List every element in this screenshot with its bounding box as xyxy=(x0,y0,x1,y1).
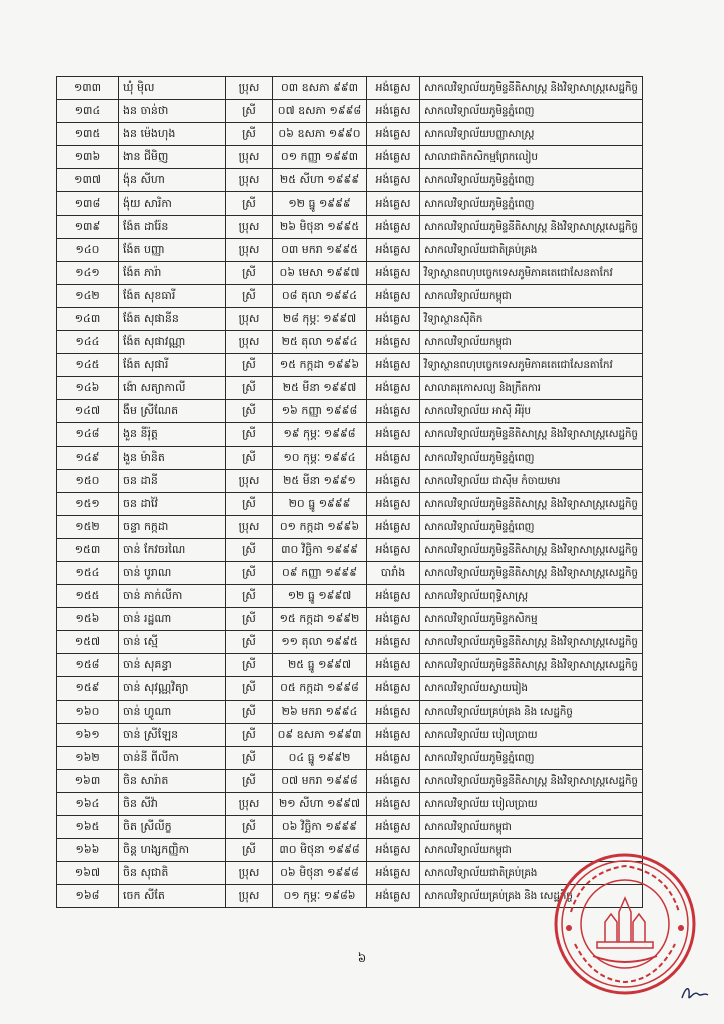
cell-number: ១៣៩ xyxy=(57,215,119,238)
cell-gender: ស្រី xyxy=(226,261,273,284)
cell-number: ១៤៤ xyxy=(57,331,119,354)
table-row xyxy=(57,331,643,354)
cell-language: អង់គ្លេស xyxy=(367,469,420,492)
cell-gender: ប្រុស xyxy=(226,238,273,261)
cell-language: អង់គ្លេស xyxy=(367,492,420,515)
table-row xyxy=(57,492,643,515)
cell-language: អង់គ្លេស xyxy=(367,261,420,284)
cell-name: ចិន្ត ហង្សកញ្ញិកា xyxy=(119,839,226,862)
cell-university: សាកលវិទ្យាល័យ ជាស៊ីម កំចាយមារ xyxy=(420,469,643,492)
cell-university: សាកលវិទ្យាល័យ អាស៊ី អឺរ៉ុប xyxy=(420,400,643,423)
official-seal-icon xyxy=(553,852,697,996)
cell-language: អង់គ្លេស xyxy=(367,631,420,654)
cell-name: ងាន ជីមិញ xyxy=(119,146,226,169)
cell-university: សាកលវិទ្យាល័យគ្រប់គ្រង និង សេដ្ឋកិច្ច xyxy=(420,885,643,908)
cell-name: ង៉ែត សុខធារី xyxy=(119,284,226,307)
cell-university: សាកលវិទ្យាល័យកម្ពុជា xyxy=(420,816,643,839)
cell-name: ចិត ស្រីលីក្ខ xyxy=(119,816,226,839)
cell-language: អង់គ្លេស xyxy=(367,608,420,631)
cell-name: ងួន នីរ៉ុត្ត xyxy=(119,423,226,446)
cell-birthdate: ២៥ មីនា ១៩៩១ xyxy=(273,469,367,492)
cell-language: អង់គ្លេស xyxy=(367,862,420,885)
cell-gender: ស្រី xyxy=(226,585,273,608)
cell-language: អង់គ្លេស xyxy=(367,77,420,100)
cell-gender: ស្រី xyxy=(226,538,273,561)
cell-birthdate: ១១ តុលា ១៩៩៥ xyxy=(273,631,367,654)
cell-number: ១៣៣ xyxy=(57,77,119,100)
cell-language: អង់គ្លេស xyxy=(367,538,420,561)
cell-birthdate: ០៧ មករា ១៩៩៨ xyxy=(273,769,367,792)
cell-gender: ប្រុស xyxy=(226,792,273,815)
cell-birthdate: ១៩ កុម្ភៈ ១៩៩៨ xyxy=(273,423,367,446)
cell-gender: ប្រុស xyxy=(226,215,273,238)
table-row xyxy=(57,377,643,400)
cell-birthdate: ០១ កក្កដា ១៩៩៦ xyxy=(273,515,367,538)
cell-number: ១៤៣ xyxy=(57,307,119,330)
cell-birthdate: ២៥ សីហា ១៩៩៩ xyxy=(273,169,367,192)
cell-birthdate: ១២ ធ្នូ ១៩៩៩ xyxy=(273,192,367,215)
cell-number: ១៣៧ xyxy=(57,169,119,192)
cell-number: ១៥៤ xyxy=(57,561,119,584)
cell-number: ១៤៥ xyxy=(57,354,119,377)
cell-university: សាកលវិទ្យាល័យបញ្ញាសាស្ត្រ xyxy=(420,123,643,146)
cell-number: ១៣៤ xyxy=(57,100,119,123)
cell-gender: ស្រី xyxy=(226,700,273,723)
cell-gender: ស្រី xyxy=(226,100,273,123)
cell-birthdate: ២០ ធ្នូ ១៩៩៩ xyxy=(273,492,367,515)
cell-gender: ស្រី xyxy=(226,284,273,307)
table-row xyxy=(57,215,643,238)
cell-university: សាកលវិទ្យាល័យគ្រប់គ្រង និង សេដ្ឋកិច្ច xyxy=(420,700,643,723)
cell-language: អង់គ្លេស xyxy=(367,654,420,677)
cell-language: អង់គ្លេស xyxy=(367,723,420,746)
cell-language: អង់គ្លេស xyxy=(367,585,420,608)
cell-gender: ប្រុស xyxy=(226,307,273,330)
cell-university: សាលាជាតិកសិកម្មព្រែកលៀប xyxy=(420,146,643,169)
cell-number: ១៤៧ xyxy=(57,400,119,423)
cell-number: ១៥៨ xyxy=(57,654,119,677)
cell-language: អង់គ្លេស xyxy=(367,377,420,400)
cell-number: ១៣៥ xyxy=(57,123,119,146)
table-row xyxy=(57,354,643,377)
cell-language: អង់គ្លេស xyxy=(367,677,420,700)
cell-number: ១៤២ xyxy=(57,284,119,307)
cell-birthdate: ២៦ មិថុនា ១៩៩៥ xyxy=(273,215,367,238)
cell-name: ង៉ែត ភារ៉ា xyxy=(119,261,226,284)
cell-name: ចាន់ ហ្វូណា xyxy=(119,700,226,723)
cell-birthdate: ២៥ មីនា ១៩៩៧ xyxy=(273,377,367,400)
cell-name: ងន ម៉េងហុង xyxy=(119,123,226,146)
cell-birthdate: ១០ កុម្ភៈ ១៩៩៤ xyxy=(273,446,367,469)
cell-birthdate: ០៤ ធ្នូ ១៩៩២ xyxy=(273,746,367,769)
cell-university: សាកលវិទ្យាល័យពុទ្ធិសាស្ត្រ xyxy=(420,585,643,608)
table-row xyxy=(57,423,643,446)
table-row xyxy=(57,100,643,123)
cell-language: អង់គ្លេស xyxy=(367,215,420,238)
cell-language: អង់គ្លេស xyxy=(367,400,420,423)
cell-university: សាកលវិទ្យាល័យកម្ពុជា xyxy=(420,284,643,307)
cell-gender: ស្រី xyxy=(226,746,273,769)
cell-gender: ស្រី xyxy=(226,816,273,839)
table-row xyxy=(57,446,643,469)
cell-university: សាកលវិទ្យាល័យជាតិគ្រប់គ្រង xyxy=(420,238,643,261)
cell-language: អង់គ្លេស xyxy=(367,746,420,769)
cell-language: អង់គ្លេស xyxy=(367,792,420,815)
cell-name: ចាន់ ស្រីឡែន xyxy=(119,723,226,746)
cell-language: អង់គ្លេស xyxy=(367,354,420,377)
cell-number: ១៤០ xyxy=(57,238,119,261)
cell-gender: ប្រុស xyxy=(226,331,273,354)
cell-name: ចាន់នី ពីលីកា xyxy=(119,746,226,769)
cell-name: ចាន់ កែវចរណៃ xyxy=(119,538,226,561)
cell-name: ង៉ោ សត្យាកាលី xyxy=(119,377,226,400)
cell-university: វិទ្យាស្ថានស៊ីតិក xyxy=(420,307,643,330)
cell-name: ង៉ែត សុផារី xyxy=(119,354,226,377)
table-row xyxy=(57,538,643,561)
cell-university: សាលាគរុកោសល្យ និងក្រឹតការ xyxy=(420,377,643,400)
cell-university: សាកលវិទ្យាល័យភូមិន្ទភ្នំពេញ xyxy=(420,169,643,192)
cell-birthdate: ០៧ ឧសភា ១៩៩៨ xyxy=(273,100,367,123)
cell-number: ១៥៩ xyxy=(57,677,119,700)
table-row xyxy=(57,515,643,538)
cell-university: សាកលវិទ្យាល័យកម្ពុជា xyxy=(420,331,643,354)
cell-university: សាកលវិទ្យាល័យភូមិន្ទនីតិសាស្ត្រ និងវិទ្យាសាស្ត្រសេដ្ឋកិច្ច xyxy=(420,423,643,446)
cell-language: អង់គ្លេស xyxy=(367,284,420,307)
table-row xyxy=(57,123,643,146)
cell-gender: ស្រី xyxy=(226,769,273,792)
cell-number: ១៤៨ xyxy=(57,423,119,446)
cell-number: ១៥៣ xyxy=(57,538,119,561)
cell-university: សាកលវិទ្យាល័យ បៀលប្រាយ xyxy=(420,723,643,746)
cell-university: វិទ្យាស្ថានពហុបច្ចេកទេសភូមិភាគតេជោសែនតាកែវ xyxy=(420,261,643,284)
cell-gender: ស្រី xyxy=(226,423,273,446)
cell-gender: ប្រុស xyxy=(226,862,273,885)
cell-number: ១៥៦ xyxy=(57,608,119,631)
table-row xyxy=(57,631,643,654)
cell-number: ១៥២ xyxy=(57,515,119,538)
cell-language: អង់គ្លេស xyxy=(367,769,420,792)
cell-language: អង់គ្លេស xyxy=(367,331,420,354)
cell-name: ចន្ទា កក្កដា xyxy=(119,515,226,538)
cell-language: អង់គ្លេស xyxy=(367,839,420,862)
cell-number: ១៦៧ xyxy=(57,862,119,885)
cell-university: សាកលវិទ្យាល័យភូមិន្ទនីតិសាស្ត្រ និងវិទ្យាសាស្ត្រសេដ្ឋកិច្ច xyxy=(420,561,643,584)
table-row xyxy=(57,792,643,815)
table-row xyxy=(57,723,643,746)
cell-gender: ស្រី xyxy=(226,839,273,862)
cell-birthdate: ០៩ ឧសភា ១៩៩៣ xyxy=(273,723,367,746)
cell-number: ១៥១ xyxy=(57,492,119,515)
cell-gender: ស្រី xyxy=(226,192,273,215)
cell-university: សាកលវិទ្យាល័យភូមិន្ទភ្នំពេញ xyxy=(420,100,643,123)
cell-number: ១៦១ xyxy=(57,723,119,746)
table-row xyxy=(57,816,643,839)
cell-language: អង់គ្លេស xyxy=(367,100,420,123)
cell-birthdate: ០៣ ឧសភា ៩៩៣ xyxy=(273,77,367,100)
cell-gender: ប្រុស xyxy=(226,885,273,908)
cell-birthdate: ២៨ កុម្ភៈ ១៩៩៧ xyxy=(273,307,367,330)
cell-birthdate: ២៥ ធ្នូ ១៩៩៧ xyxy=(273,654,367,677)
cell-gender: ស្រី xyxy=(226,123,273,146)
cell-university: សាកលវិទ្យាល័យភូមិន្ទភ្នំពេញ xyxy=(420,746,643,769)
cell-birthdate: ០៥ កក្កដា ១៩៩៨ xyxy=(273,677,367,700)
cell-language: អង់គ្លេស xyxy=(367,146,420,169)
cell-language: អង់គ្លេស xyxy=(367,192,420,215)
cell-language: អង់គ្លេស xyxy=(367,169,420,192)
cell-gender: ប្រុស xyxy=(226,169,273,192)
cell-birthdate: ០៦ ឧសភា ១៩៩០ xyxy=(273,123,367,146)
roster-table xyxy=(56,76,643,908)
cell-gender: ស្រី xyxy=(226,723,273,746)
cell-university: សាកលវិទ្យាល័យភូមិន្ទនីតិសាស្ត្រ និងវិទ្យាសាស្ត្រសេដ្ឋកិច្ច xyxy=(420,492,643,515)
cell-language: អង់គ្លេស xyxy=(367,885,420,908)
cell-birthdate: ០៦ មេសា ១៩៩៧ xyxy=(273,261,367,284)
cell-language: អង់គ្លេស xyxy=(367,423,420,446)
cell-gender: ស្រី xyxy=(226,654,273,677)
cell-birthdate: ១៥ កក្កដា ១៩៩២ xyxy=(273,608,367,631)
cell-number: ១៦៣ xyxy=(57,769,119,792)
cell-name: ចិន សុជាតិ xyxy=(119,862,226,885)
cell-name: ងឹម ស្រីណែត xyxy=(119,400,226,423)
cell-name: ង៉ែត ដារ៉ែន xyxy=(119,215,226,238)
cell-birthdate: ១២ ធ្នូ ១៩៩៧ xyxy=(273,585,367,608)
cell-gender: ស្រី xyxy=(226,377,273,400)
cell-language: អង់គ្លេស xyxy=(367,238,420,261)
cell-number: ១៥៧ xyxy=(57,631,119,654)
cell-gender: ស្រី xyxy=(226,677,273,700)
cell-name: ចាន់ សុវណ្ណវិត្យា xyxy=(119,677,226,700)
cell-university: សាកលវិទ្យាល័យភូមិន្ទកសិកម្ម xyxy=(420,608,643,631)
table-row xyxy=(57,469,643,492)
table-row xyxy=(57,238,643,261)
cell-university: សាកលវិទ្យាល័យភូមិន្ទនីតិសាស្ត្រ និងវិទ្យាសាស្ត្រសេដ្ឋកិច្ច xyxy=(420,538,643,561)
cell-name: ចេក សីតែ xyxy=(119,885,226,908)
cell-gender: ស្រី xyxy=(226,631,273,654)
cell-number: ១៣៨ xyxy=(57,192,119,215)
page-number: ៦ xyxy=(357,951,367,965)
cell-birthdate: ០១ កញ្ញា ១៩៩៣ xyxy=(273,146,367,169)
cell-birthdate: ០៩ កញ្ញា ១៩៩៩ xyxy=(273,561,367,584)
cell-language: អង់គ្លេស xyxy=(367,515,420,538)
cell-number: ១៥០ xyxy=(57,469,119,492)
cell-birthdate: ០៦ វិច្ឆិកា ១៩៩៩ xyxy=(273,816,367,839)
cell-gender: ប្រុស xyxy=(226,146,273,169)
table-row xyxy=(57,77,643,100)
cell-number: ១៦៥ xyxy=(57,816,119,839)
table-row xyxy=(57,400,643,423)
table-row xyxy=(57,284,643,307)
table-row xyxy=(57,561,643,584)
cell-university: សាកលវិទ្យាល័យភូមិន្ទនីតិសាស្ត្រ និងវិទ្យាសាស្ត្រសេដ្ឋកិច្ច xyxy=(420,215,643,238)
table-row xyxy=(57,677,643,700)
cell-name: ចន ដានី xyxy=(119,469,226,492)
cell-number: ១៤៩ xyxy=(57,446,119,469)
cell-language: បារាំង xyxy=(367,561,420,584)
cell-name: ង៉ែត បញ្ញា xyxy=(119,238,226,261)
cell-number: ១៦០ xyxy=(57,700,119,723)
table-row xyxy=(57,608,643,631)
table-row xyxy=(57,307,643,330)
table-row xyxy=(57,192,643,215)
cell-number: ១៦៨ xyxy=(57,885,119,908)
cell-number: ១៥៥ xyxy=(57,585,119,608)
cell-university: សាកលវិទ្យាល័យកម្ពុជា xyxy=(420,839,643,862)
cell-name: ឃុំ ម៉ិល xyxy=(119,77,226,100)
cell-university: សាកលវិទ្យាល័យភូមិន្ទភ្នំពេញ xyxy=(420,192,643,215)
cell-gender: ស្រី xyxy=(226,492,273,515)
cell-birthdate: ២១ សីហា ១៩៩៧ xyxy=(273,792,367,815)
table-row xyxy=(57,654,643,677)
cell-number: ១៦៦ xyxy=(57,839,119,862)
cell-university: សាកលវិទ្យាល័យស្វាយរៀង xyxy=(420,677,643,700)
cell-number: ១៣៦ xyxy=(57,146,119,169)
cell-gender: ប្រុស xyxy=(226,515,273,538)
cell-number: ១៤១ xyxy=(57,261,119,284)
cell-name: ង៉ុន សីហា xyxy=(119,169,226,192)
cell-university: សាកលវិទ្យាល័យភូមិន្ទភ្នំពេញ xyxy=(420,446,643,469)
cell-birthdate: ០១ កុម្ភៈ ១៩៨៦ xyxy=(273,885,367,908)
cell-birthdate: ២៥ តុលា ១៩៩៤ xyxy=(273,331,367,354)
cell-name: ចាន់ សុគន្ធា xyxy=(119,654,226,677)
cell-gender: ស្រី xyxy=(226,400,273,423)
cell-birthdate: ០៣ មករា ១៩៩៥ xyxy=(273,238,367,261)
cell-gender: ប្រុស xyxy=(226,469,273,492)
cell-name: ចិន សារ៉ាត xyxy=(119,769,226,792)
cell-number: ១៦៤ xyxy=(57,792,119,815)
table-row xyxy=(57,746,643,769)
cell-name: ចាន់ រដ្ឋណា xyxy=(119,608,226,631)
cell-name: ចាន់ ភាក់លីកា xyxy=(119,585,226,608)
cell-birthdate: ២៦ មករា ១៩៩៤ xyxy=(273,700,367,723)
cell-language: អង់គ្លេស xyxy=(367,123,420,146)
cell-university: សាកលវិទ្យាល័យភូមិន្ទនីតិសាស្ត្រ និងវិទ្យាសាស្ត្រសេដ្ឋកិច្ច xyxy=(420,654,643,677)
cell-name: ចិន សីវ៉ា xyxy=(119,792,226,815)
cell-language: អង់គ្លេស xyxy=(367,307,420,330)
cell-university: សាកលវិទ្យាល័យជាតិគ្រប់គ្រង xyxy=(420,862,643,885)
cell-birthdate: ១៥ កក្កដា ១៩៩៦ xyxy=(273,354,367,377)
cell-birthdate: ៣០ វិច្ឆិកា ១៩៩៩ xyxy=(273,538,367,561)
cell-name: ងន ចាន់ថា xyxy=(119,100,226,123)
cell-birthdate: ០៦ មិថុនា ១៩៩៨ xyxy=(273,862,367,885)
cell-name: ងួន ម៉ានិត xyxy=(119,446,226,469)
cell-language: អង់គ្លេស xyxy=(367,446,420,469)
cell-name: ចាន់ ស្មើ xyxy=(119,631,226,654)
table-row xyxy=(57,169,643,192)
cell-gender: ស្រី xyxy=(226,608,273,631)
table-row xyxy=(57,700,643,723)
cell-gender: ប្រុស xyxy=(226,77,273,100)
cell-university: វិទ្យាស្ថានពហុបច្ចេកទេសភូមិភាគតេជោសែនតាកែវ xyxy=(420,354,643,377)
cell-gender: ស្រី xyxy=(226,354,273,377)
table-row xyxy=(57,261,643,284)
cell-gender: ស្រី xyxy=(226,561,273,584)
cell-university: សាកលវិទ្យាល័យភូមិន្ទភ្នំពេញ xyxy=(420,515,643,538)
table-row xyxy=(57,769,643,792)
cell-name: ចាន់ បូរាណ xyxy=(119,561,226,584)
cell-name: ង៉ែត សុផានីន xyxy=(119,307,226,330)
cell-name: ចន ដាវ៉ៃ xyxy=(119,492,226,515)
table-row xyxy=(57,585,643,608)
cell-number: ១៦២ xyxy=(57,746,119,769)
cell-language: អង់គ្លេស xyxy=(367,700,420,723)
table-row xyxy=(57,146,643,169)
cell-gender: ស្រី xyxy=(226,446,273,469)
cell-university: សាកលវិទ្យាល័យភូមិន្ទនីតិសាស្ត្រ និងវិទ្យាសាស្ត្រសេដ្ឋកិច្ច xyxy=(420,77,643,100)
cell-university: សាកលវិទ្យាល័យភូមិន្ទនីតិសាស្ត្រ និងវិទ្យាសាស្ត្រសេដ្ឋកិច្ច xyxy=(420,769,643,792)
cell-birthdate: ៣០ មិថុនា ១៩៩៨ xyxy=(273,839,367,862)
cell-birthdate: ០៨ តុលា ១៩៩៤ xyxy=(273,284,367,307)
cell-name: ង៉ុយ សារិកា xyxy=(119,192,226,215)
signature-icon xyxy=(680,982,710,1004)
cell-name: ង៉ែត សុផាវណ្ណា xyxy=(119,331,226,354)
cell-university: សាកលវិទ្យាល័យ បៀលប្រាយ xyxy=(420,792,643,815)
cell-language: អង់គ្លេស xyxy=(367,816,420,839)
cell-number: ១៤៦ xyxy=(57,377,119,400)
cell-birthdate: ១៦ កញ្ញា ១៩៩៨ xyxy=(273,400,367,423)
cell-university: សាកលវិទ្យាល័យភូមិន្ទនីតិសាស្ត្រ និងវិទ្យាសាស្ត្រសេដ្ឋកិច្ច xyxy=(420,631,643,654)
